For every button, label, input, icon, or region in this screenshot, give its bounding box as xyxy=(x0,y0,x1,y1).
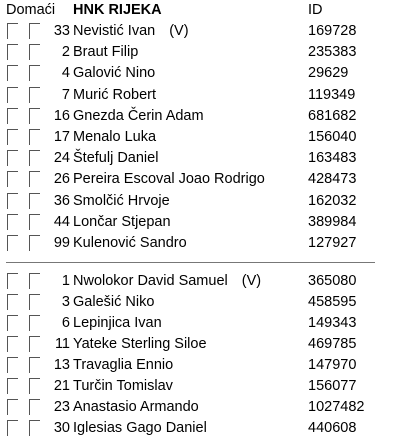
player-id: 162032 xyxy=(308,192,357,209)
player-number: 2 xyxy=(61,44,70,61)
player-id: 119349 xyxy=(308,86,356,103)
player-row xyxy=(0,148,414,169)
player-row xyxy=(0,334,414,355)
player-id: 149343 xyxy=(308,315,357,331)
player-id: 1027482 xyxy=(308,399,365,415)
checkbox-b[interactable] xyxy=(29,23,40,39)
player-id: 127927 xyxy=(308,235,357,251)
player-row xyxy=(0,313,414,334)
checkbox-b[interactable] xyxy=(29,273,40,289)
player-name-text: Pereira Escoval Joao Rodrigo xyxy=(73,171,265,188)
player-number: 23 xyxy=(53,399,70,415)
player-row xyxy=(0,127,414,148)
checkbox-b[interactable] xyxy=(29,193,40,209)
player-row xyxy=(0,42,414,63)
player-row xyxy=(0,63,414,84)
player-row xyxy=(0,233,414,254)
player-number: 17 xyxy=(53,129,70,145)
player-row xyxy=(0,212,414,233)
checkbox-a[interactable] xyxy=(7,336,18,352)
checkbox-b[interactable] xyxy=(29,65,40,81)
player-number: 7 xyxy=(61,86,70,103)
lineup-header xyxy=(0,0,414,20)
player-id: 147970 xyxy=(308,357,357,373)
player-id: 469785 xyxy=(308,336,357,352)
player-name xyxy=(73,171,265,187)
checkbox-a[interactable] xyxy=(7,44,18,60)
player-name xyxy=(73,357,173,373)
checkbox-b[interactable] xyxy=(29,294,40,310)
player-row xyxy=(0,376,414,397)
player-name xyxy=(73,235,187,251)
player-row xyxy=(0,106,414,127)
player-name xyxy=(73,294,154,310)
player-row xyxy=(0,292,414,313)
checkbox-b[interactable] xyxy=(29,399,40,415)
checkbox-b[interactable] xyxy=(29,235,40,251)
player-name-text: Braut Filip xyxy=(73,44,139,61)
player-number: 1 xyxy=(61,273,70,289)
player-id: 365080 xyxy=(308,273,357,289)
player-id: 169728 xyxy=(308,23,357,39)
checkbox-b[interactable] xyxy=(29,44,40,60)
player-number: 30 xyxy=(53,420,70,436)
player-name-text: Murić Robert xyxy=(73,86,156,103)
player-row xyxy=(0,418,414,439)
checkbox-b[interactable] xyxy=(29,315,40,331)
checkbox-b[interactable] xyxy=(29,87,40,103)
checkbox-a[interactable] xyxy=(7,171,18,187)
player-number: 21 xyxy=(53,378,70,394)
player-name xyxy=(73,193,170,209)
checkbox-b[interactable] xyxy=(29,214,40,230)
checkbox-b[interactable] xyxy=(29,336,40,352)
checkbox-a[interactable] xyxy=(7,378,18,394)
player-name xyxy=(73,273,261,289)
player-name-text: Turčin Tomislav xyxy=(73,378,173,394)
player-name-text: Lepinjica Ivan xyxy=(73,315,162,331)
checkbox-b[interactable] xyxy=(29,171,40,187)
player-row xyxy=(0,21,414,42)
checkbox-b[interactable] xyxy=(29,357,40,373)
player-number: 6 xyxy=(61,315,70,331)
player-row xyxy=(0,191,414,212)
home-column-header: Domaći xyxy=(6,2,56,18)
checkbox-a[interactable] xyxy=(7,150,18,166)
player-id: 29629 xyxy=(308,65,349,82)
checkbox-b[interactable] xyxy=(29,108,40,124)
player-name-text: Menalo Luka xyxy=(73,129,157,145)
team-name: HNK RIJEKA xyxy=(73,2,162,18)
player-name-text: Galešić Niko xyxy=(73,294,155,310)
captain-badge: (V) xyxy=(169,23,189,39)
player-number: 11 xyxy=(54,336,70,352)
player-number: 36 xyxy=(53,192,70,209)
player-name-text: Galović Nino xyxy=(73,65,156,82)
player-number: 26 xyxy=(53,171,70,188)
player-number: 99 xyxy=(53,235,70,251)
player-name-text: Anastasio Armando xyxy=(73,399,199,415)
player-name-text: Travaglia Ennio xyxy=(73,357,174,373)
checkbox-b[interactable] xyxy=(29,129,40,145)
player-row xyxy=(0,397,414,418)
player-number: 44 xyxy=(53,213,70,230)
player-id: 440608 xyxy=(308,420,357,436)
checkbox-a[interactable] xyxy=(7,273,18,289)
player-number: 3 xyxy=(61,294,70,310)
player-name xyxy=(73,399,199,415)
player-id: 389984 xyxy=(308,213,357,230)
player-name-text: Smolčić Hrvoje xyxy=(73,192,170,209)
player-id: 163483 xyxy=(308,150,357,167)
player-name-text: Nevistić Ivan xyxy=(73,23,156,39)
player-name xyxy=(73,65,155,81)
player-name xyxy=(73,150,158,166)
player-name xyxy=(73,129,156,145)
checkbox-a[interactable] xyxy=(7,87,18,103)
player-row xyxy=(0,271,414,292)
checkbox-a[interactable] xyxy=(7,315,18,331)
player-number: 4 xyxy=(61,65,70,82)
checkbox-a[interactable] xyxy=(7,235,18,251)
player-row xyxy=(0,85,414,106)
player-row xyxy=(0,169,414,190)
player-name-text: Štefulj Daniel xyxy=(73,150,159,167)
checkbox-a[interactable] xyxy=(7,214,18,230)
section-divider xyxy=(6,262,375,263)
player-name-text: Lončar Stjepan xyxy=(73,213,171,230)
checkbox-b[interactable] xyxy=(29,150,40,166)
player-name xyxy=(73,315,162,331)
player-name xyxy=(73,23,189,39)
player-name-text: Iglesias Gago Daniel xyxy=(73,420,207,436)
player-name xyxy=(73,378,173,394)
checkbox-a[interactable] xyxy=(7,357,18,373)
player-name-text: Yateke Sterling Siloe xyxy=(73,336,207,352)
checkbox-b[interactable] xyxy=(29,378,40,394)
player-id: 156040 xyxy=(308,129,357,145)
player-name-text: Gnezda Čerin Adam xyxy=(73,107,204,124)
player-number: 33 xyxy=(53,23,70,39)
player-row xyxy=(0,355,414,376)
player-name xyxy=(73,336,207,352)
checkbox-a[interactable] xyxy=(7,108,18,124)
checkbox-a[interactable] xyxy=(7,294,18,310)
checkbox-a[interactable] xyxy=(7,399,18,415)
player-id: 428473 xyxy=(308,171,357,188)
player-name xyxy=(73,108,204,124)
checkbox-b[interactable] xyxy=(29,420,40,436)
player-id: 156077 xyxy=(308,378,357,394)
player-number: 13 xyxy=(53,357,70,373)
checkbox-a[interactable] xyxy=(7,65,18,81)
player-number: 16 xyxy=(53,107,70,124)
id-column-header: ID xyxy=(308,2,323,18)
checkbox-a[interactable] xyxy=(7,420,18,436)
player-name-text: Nwolokor David Samuel xyxy=(73,273,228,289)
player-id: 681682 xyxy=(308,107,357,124)
player-name-text: Kulenović Sandro xyxy=(73,235,187,251)
checkbox-a[interactable] xyxy=(7,193,18,209)
captain-badge: (V) xyxy=(241,273,262,289)
player-id: 458595 xyxy=(308,294,357,310)
player-name xyxy=(73,44,138,60)
checkbox-a[interactable] xyxy=(7,129,18,145)
player-id: 235383 xyxy=(308,44,357,61)
checkbox-a[interactable] xyxy=(7,23,18,39)
player-name xyxy=(73,87,156,103)
player-name xyxy=(73,214,171,230)
player-name xyxy=(73,420,207,436)
player-number: 24 xyxy=(53,150,70,167)
